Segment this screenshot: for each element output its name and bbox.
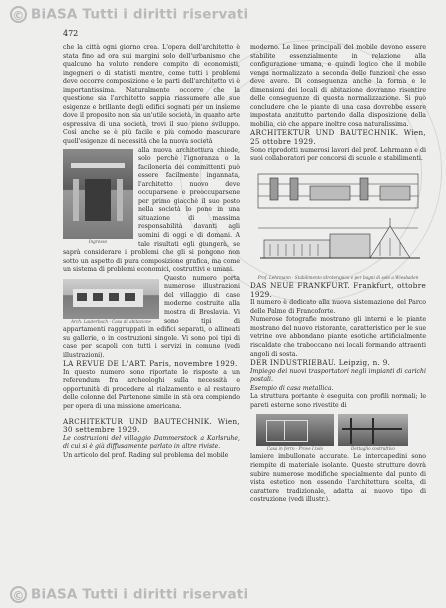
photos-metal-house [256,414,426,451]
left-subtitle-dammerstock: Le costruzioni del villaggio Dammerstock a Karlsruhe, di cui si è già diffusamente parlato in altre riviste. [63,434,240,451]
left-para-3: Questo numero porta numerose illustrazioni del villaggio di case moderne costruite alla mostra di Breslavia. Vi sono tipi di appartamenti raggruppati in edifici separati, o allineati su gallerie, o in costruzioni singole. Vi sono poi tipi di case per scapoli con tutti i servizi in comune (vedi illustrazioni). [63,274,240,359]
drawing-caption: Prof. Lehrmann · Stabilimento idroterapico e per bagni di sole a Wiesbaden [257,275,419,281]
left-para-2: alla nuova architettura chiede, solo perchè l'ignoranza o la faciloneria dei committenti può essere facilmente ingannata, l'architetto nuovo deve occuparsene e preoccuparsene per primo giacchè il suo posto nella società lo pone in una situazione di massima responsabilità davanti agli uomini di oggi e di domani. A tale risultati egli giungerà, se saprà considerare i problemi che gli si pongono non sotto un aspetto di pura composizione grafica, ma come un sistema di problemi economici, costruttivi e umani. [63,146,240,274]
left-column [63,44,240,460]
left-para-5: Un articolo del prof. Rading sul problema del mobile [63,451,229,459]
right-para-6: lamiere imbullonate accurate. Le intercapedini sono riempite di materiale isolante. Queste strutture dovrà subire numerose modifiche specialmente dal punto di vista estetico non essendo l'architettura scelta, di carattere tradizionale, adatta ai nuovo tipo di costruzione (vedi illustr.). [250,453,426,504]
photo-metal-house-1-caption: Casa in ferro · Prove I.tolo [266,446,324,452]
photo-metal-house-2-caption: Dettaglio costruttivo [351,446,395,452]
photo-house [63,279,159,324]
photo-entrance [63,149,133,244]
photo-metal-house-1-image [256,414,334,446]
photo-metal-house-2 [338,414,408,451]
photo-house-caption: Arch. Lauterbach · Casa di abitazione [70,318,152,324]
watermark-bottom: © BiASA Tutti i diritti riservati [10,586,248,603]
photo-entrance-image [63,149,133,239]
right-subtitle-casa-metallica: Esempio di casa metallica. [250,384,334,392]
right-para-5: La struttura portante è eseguita con profili normali; le pareti esterne sono rivestite di [250,393,426,409]
right-column [250,44,426,505]
photo-entrance-caption: Ingresso [88,238,108,244]
page-number: 472 [63,29,79,38]
watermark-top: © BiASA Tutti i diritti riservati [10,6,248,23]
drawing-lehrmann [250,168,426,281]
left-para-1: che la città ogni giorno crea. L'opera dell'architetto è stata fino ad ora sui margini solo dell'urbanismo che qualcuno ha voluto rendere compito di economisti, ingegneri o di statisti mentre, come tutti i problemi deve occorre composizione e le parti dell'architetto vi è importantissima. Naturalmente occorre che la questione sia l'architetto sappia riassumere alle sue esigenze e brillante degli edifici sognati per un insieme dove il proposito non sia un'utile società, in quanto arte espressiva di una società, trovi il suo pieno sviluppo. Così anche se è più facile e più comodo mascurare quell'esigenze di necessità che la nuova società [63,44,240,146]
photo-house-image [63,279,159,319]
left-heading-revue: LA REVUE DE L'ART. Paris, novembre 1929. [63,359,238,369]
right-para-2: Sono riprodotti numerosi lavori del prof. Lehrmann e di suoi collaboratori per concorsi di scuole e stabilimenti. [250,146,426,163]
right-heading-architektur: ARCHITEKTUR UND BAUTECHNIK. Wien, 25 ottobre 1929. [250,128,426,147]
right-para-3: Il numero è dedicato alla nuova sistemazione del Parco delle Palme di Francoforte. [250,299,426,315]
left-heading-architektur: ARCHITEKTUR UND BAUTECHNIK. Wien, 30 settembre 1929. [63,416,240,435]
photo-metal-house-2-image [338,414,408,446]
left-para-4: In questo numero sono riportate le risposte a un referendum fra archeologhi sulla necessità e opportunità di procedere al rialzamento e al restauro delle colonne del Partenone simile in stà ora compiendo per opera di una missione americana. [63,368,240,410]
photo-metal-house-1 [256,414,334,451]
elevation-drawing [250,168,426,280]
right-para-4: Numerose fotografie mostrano gli interni e le piante mostrano del nuovo ristorante, caratteristico per le sue vetrine ove abbondano piante esotiche artificialmente riscaldate che traboccano nei locali formando attraenti angoli di sosta. [250,316,426,358]
right-subtitle-trasportatori: Impiego dei nuovi trasportatori negli impianti di carichi postali. [250,367,426,384]
right-para-1: moderno. Le linee principali del mobile devono essere stabilite essenzialmente in relazione alla configurazione umana, e quindi logico che il mobile venga normalizzato a seconda delle funzioni che esso deve avere. Di conseguenza anche la forma e le dimensioni dei locali di abitazione dovranno risentire delle conseguenze di questa normalizzazione. Si può concludere che le piante di una casa dovrebbe essere impostata anzitutto partendo dalla disposizione della mobilia, ciò che appare inoltre cosa naturalissima. [250,44,426,128]
right-heading-industriebau: DER INDUSTRIEBAU. Leipzig, n. 9. [250,358,391,368]
right-heading-frankfurt: DAS NEUE FRANKFURT. Frankfurt, ottobre 1929. [250,281,426,299]
